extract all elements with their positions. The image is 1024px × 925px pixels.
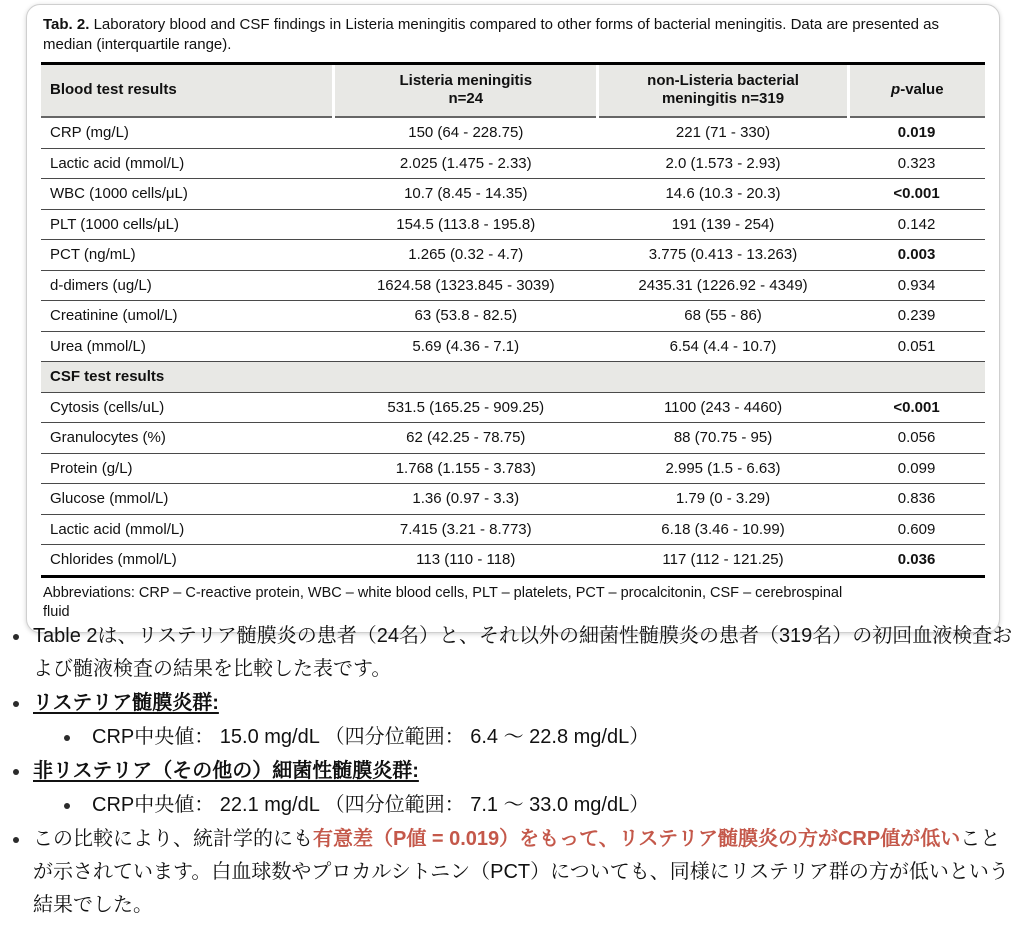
p-value-cell: 0.323 (848, 148, 985, 179)
test-name-cell: Protein (g/L) (41, 453, 334, 484)
text-segment: CRP中央値： 15.0 mg/dL （四分位範囲： 6.4 ～ 22.8 mg/dL） (92, 726, 650, 748)
column-header-label: p (891, 80, 901, 98)
listeria-value-cell: 1.36 (0.97 - 3.3) (334, 484, 598, 515)
listeria-value-cell: 113 (110 - 118) (334, 545, 598, 577)
p-value-cell: 0.836 (848, 484, 985, 515)
non-listeria-value-cell: 2.995 (1.5 - 6.63) (598, 453, 848, 484)
section-label: CSF test results (41, 362, 985, 393)
column-header-label: -value (900, 80, 944, 98)
non-listeria-value-cell: 88 (70.75 - 95) (598, 423, 848, 454)
list-item (0, 721, 1016, 754)
test-name-cell: WBC (1000 cells/μL) (41, 179, 334, 210)
test-name-cell: Granulocytes (%) (41, 423, 334, 454)
p-value-cell: 0.142 (848, 209, 985, 240)
table-row (41, 240, 985, 271)
non-listeria-value-cell: 221 (71 - 330) (598, 117, 848, 148)
non-listeria-value-cell: 2435.31 (1226.92 - 4349) (598, 270, 848, 301)
listeria-value-cell: 2.025 (1.475 - 2.33) (334, 148, 598, 179)
p-value-cell: 0.609 (848, 514, 985, 545)
test-name-cell: Chlorides (mmol/L) (41, 545, 334, 577)
table-row (41, 423, 985, 454)
test-name-cell: Glucose (mmol/L) (41, 484, 334, 515)
non-listeria-value-cell: 3.775 (0.413 - 13.263) (598, 240, 848, 271)
p-value-cell: 0.036 (848, 545, 985, 577)
listeria-value-cell: 1624.58 (1323.845 - 3039) (334, 270, 598, 301)
table-card (26, 4, 1000, 633)
table-body (41, 117, 985, 576)
column-header-listeria (334, 63, 598, 117)
p-value-cell: 0.099 (848, 453, 985, 484)
listeria-value-cell: 531.5 (165.25 - 909.25) (334, 392, 598, 423)
non-listeria-value-cell: 2.0 (1.573 - 2.93) (598, 148, 848, 179)
text-segment: この比較により、統計学的にも (33, 828, 313, 850)
note-text (33, 823, 1016, 922)
text-segment: Table 2は、リステリア髄膜炎の患者（24名）と、それ以外の細菌性髄膜炎の患者（319名）の初回血液検査および髄液検査の結果を比較した表です。 (33, 625, 1013, 680)
bullet-icon (13, 701, 19, 707)
listeria-value-cell: 62 (42.25 - 78.75) (334, 423, 598, 454)
bullet-icon (13, 837, 19, 843)
p-value-cell: 0.239 (848, 301, 985, 332)
note-text (33, 755, 1016, 788)
list-item (0, 789, 1016, 822)
listeria-value-cell: 63 (53.8 - 82.5) (334, 301, 598, 332)
list-item (0, 823, 1016, 922)
note-text (92, 789, 1016, 822)
listeria-value-cell: 150 (64 - 228.75) (334, 117, 598, 148)
test-name-cell: PLT (1000 cells/μL) (41, 209, 334, 240)
p-value-cell: 0.056 (848, 423, 985, 454)
table-caption (43, 15, 983, 55)
non-listeria-value-cell: 14.6 (10.3 - 20.3) (598, 179, 848, 210)
non-listeria-value-cell: 68 (55 - 86) (598, 301, 848, 332)
text-segment: CRP中央値： 22.1 mg/dL （四分位範囲： 7.1 ～ 33.0 mg/dL） (92, 794, 650, 816)
listeria-value-cell: 1.265 (0.32 - 4.7) (334, 240, 598, 271)
text-segment: 非リステリア（その他の）細菌性髄膜炎群: (33, 760, 419, 782)
listeria-value-cell: 10.7 (8.45 - 14.35) (334, 179, 598, 210)
test-name-cell: CRP (mg/L) (41, 117, 334, 148)
non-listeria-value-cell: 1.79 (0 - 3.29) (598, 484, 848, 515)
listeria-value-cell: 5.69 (4.36 - 7.1) (334, 331, 598, 362)
test-name-cell: d-dimers (ug/L) (41, 270, 334, 301)
bullet-icon (64, 803, 70, 809)
text-segment: ことが示されています。白血球数やプロカルシトニン（PCT）についても、同様にリステリア群の方が低いという結果でした。 (33, 828, 1009, 916)
test-name-cell: Creatinine (umol/L) (41, 301, 334, 332)
column-header-blood-test-results (41, 63, 334, 117)
column-header-label: non-Listeria bacterial (647, 71, 799, 89)
listeria-value-cell: 154.5 (113.8 - 195.8) (334, 209, 598, 240)
column-header-non-listeria (598, 63, 848, 117)
bullet-icon (64, 735, 70, 741)
table-row (41, 179, 985, 210)
table-row (41, 392, 985, 423)
list-item (0, 755, 1016, 788)
p-value-cell: 0.051 (848, 331, 985, 362)
test-name-cell: Urea (mmol/L) (41, 331, 334, 362)
p-value-cell: 0.003 (848, 240, 985, 271)
listeria-value-cell: 1.768 (1.155 - 3.783) (334, 453, 598, 484)
table-row (41, 453, 985, 484)
table-row (41, 545, 985, 577)
column-header-label: Listeria meningitis (399, 71, 533, 89)
test-name-cell: PCT (ng/mL) (41, 240, 334, 271)
table-row (41, 270, 985, 301)
p-value-cell: 0.019 (848, 117, 985, 148)
table-row (41, 209, 985, 240)
test-name-cell: Cytosis (cells/uL) (41, 392, 334, 423)
test-name-cell: Lactic acid (mmol/L) (41, 514, 334, 545)
table-footnote (43, 584, 983, 623)
notes-list (0, 620, 1016, 923)
table-header (41, 63, 985, 117)
non-listeria-value-cell: 6.54 (4.4 - 10.7) (598, 331, 848, 362)
non-listeria-value-cell: 117 (112 - 121.25) (598, 545, 848, 577)
column-header-sublabel: n=24 (448, 90, 484, 108)
footnote-text: Abbreviations: CRP – C-reactive protein, WBC – white blood cells, PLT – platelets, PCT – procalcitonin, CSF – cerebrospinal (43, 584, 843, 601)
listeria-value-cell: 7.415 (3.21 - 8.773) (334, 514, 598, 545)
footnote-text: fluid (43, 604, 70, 621)
list-item (0, 687, 1016, 720)
non-listeria-value-cell: 1100 (243 - 4460) (598, 392, 848, 423)
table-caption-text: Laboratory blood and CSF findings in Listeria meningitis compared to other forms of bacterial meningitis. Data are presented as median (interquartile range). (43, 16, 940, 53)
bullet-icon (13, 634, 19, 640)
table-row (41, 331, 985, 362)
non-listeria-value-cell: 6.18 (3.46 - 10.99) (598, 514, 848, 545)
highlighted-text: 有意差（P値 = 0.019）をもって、リステリア髄膜炎の方がCRP値が低い (313, 828, 961, 850)
table-row (41, 514, 985, 545)
non-listeria-value-cell: 191 (139 - 254) (598, 209, 848, 240)
p-value-cell: <0.001 (848, 392, 985, 423)
text-segment: リステリア髄膜炎群: (33, 692, 219, 714)
table-caption-label: Tab. 2. (43, 16, 90, 33)
list-item (0, 620, 1016, 686)
p-value-cell: <0.001 (848, 179, 985, 210)
column-header-label: Blood test results (50, 80, 177, 98)
table-row (41, 484, 985, 515)
table-row (41, 148, 985, 179)
table-row (41, 301, 985, 332)
column-header-sublabel: meningitis n=319 (661, 90, 785, 108)
note-text (92, 721, 1016, 754)
column-header-p-value (848, 63, 985, 117)
table-section-row (41, 362, 985, 393)
table-row (41, 117, 985, 148)
test-name-cell: Lactic acid (mmol/L) (41, 148, 334, 179)
bullet-icon (13, 769, 19, 775)
results-table (41, 62, 985, 578)
note-text (33, 687, 1016, 720)
note-text (33, 620, 1016, 686)
p-value-cell: 0.934 (848, 270, 985, 301)
